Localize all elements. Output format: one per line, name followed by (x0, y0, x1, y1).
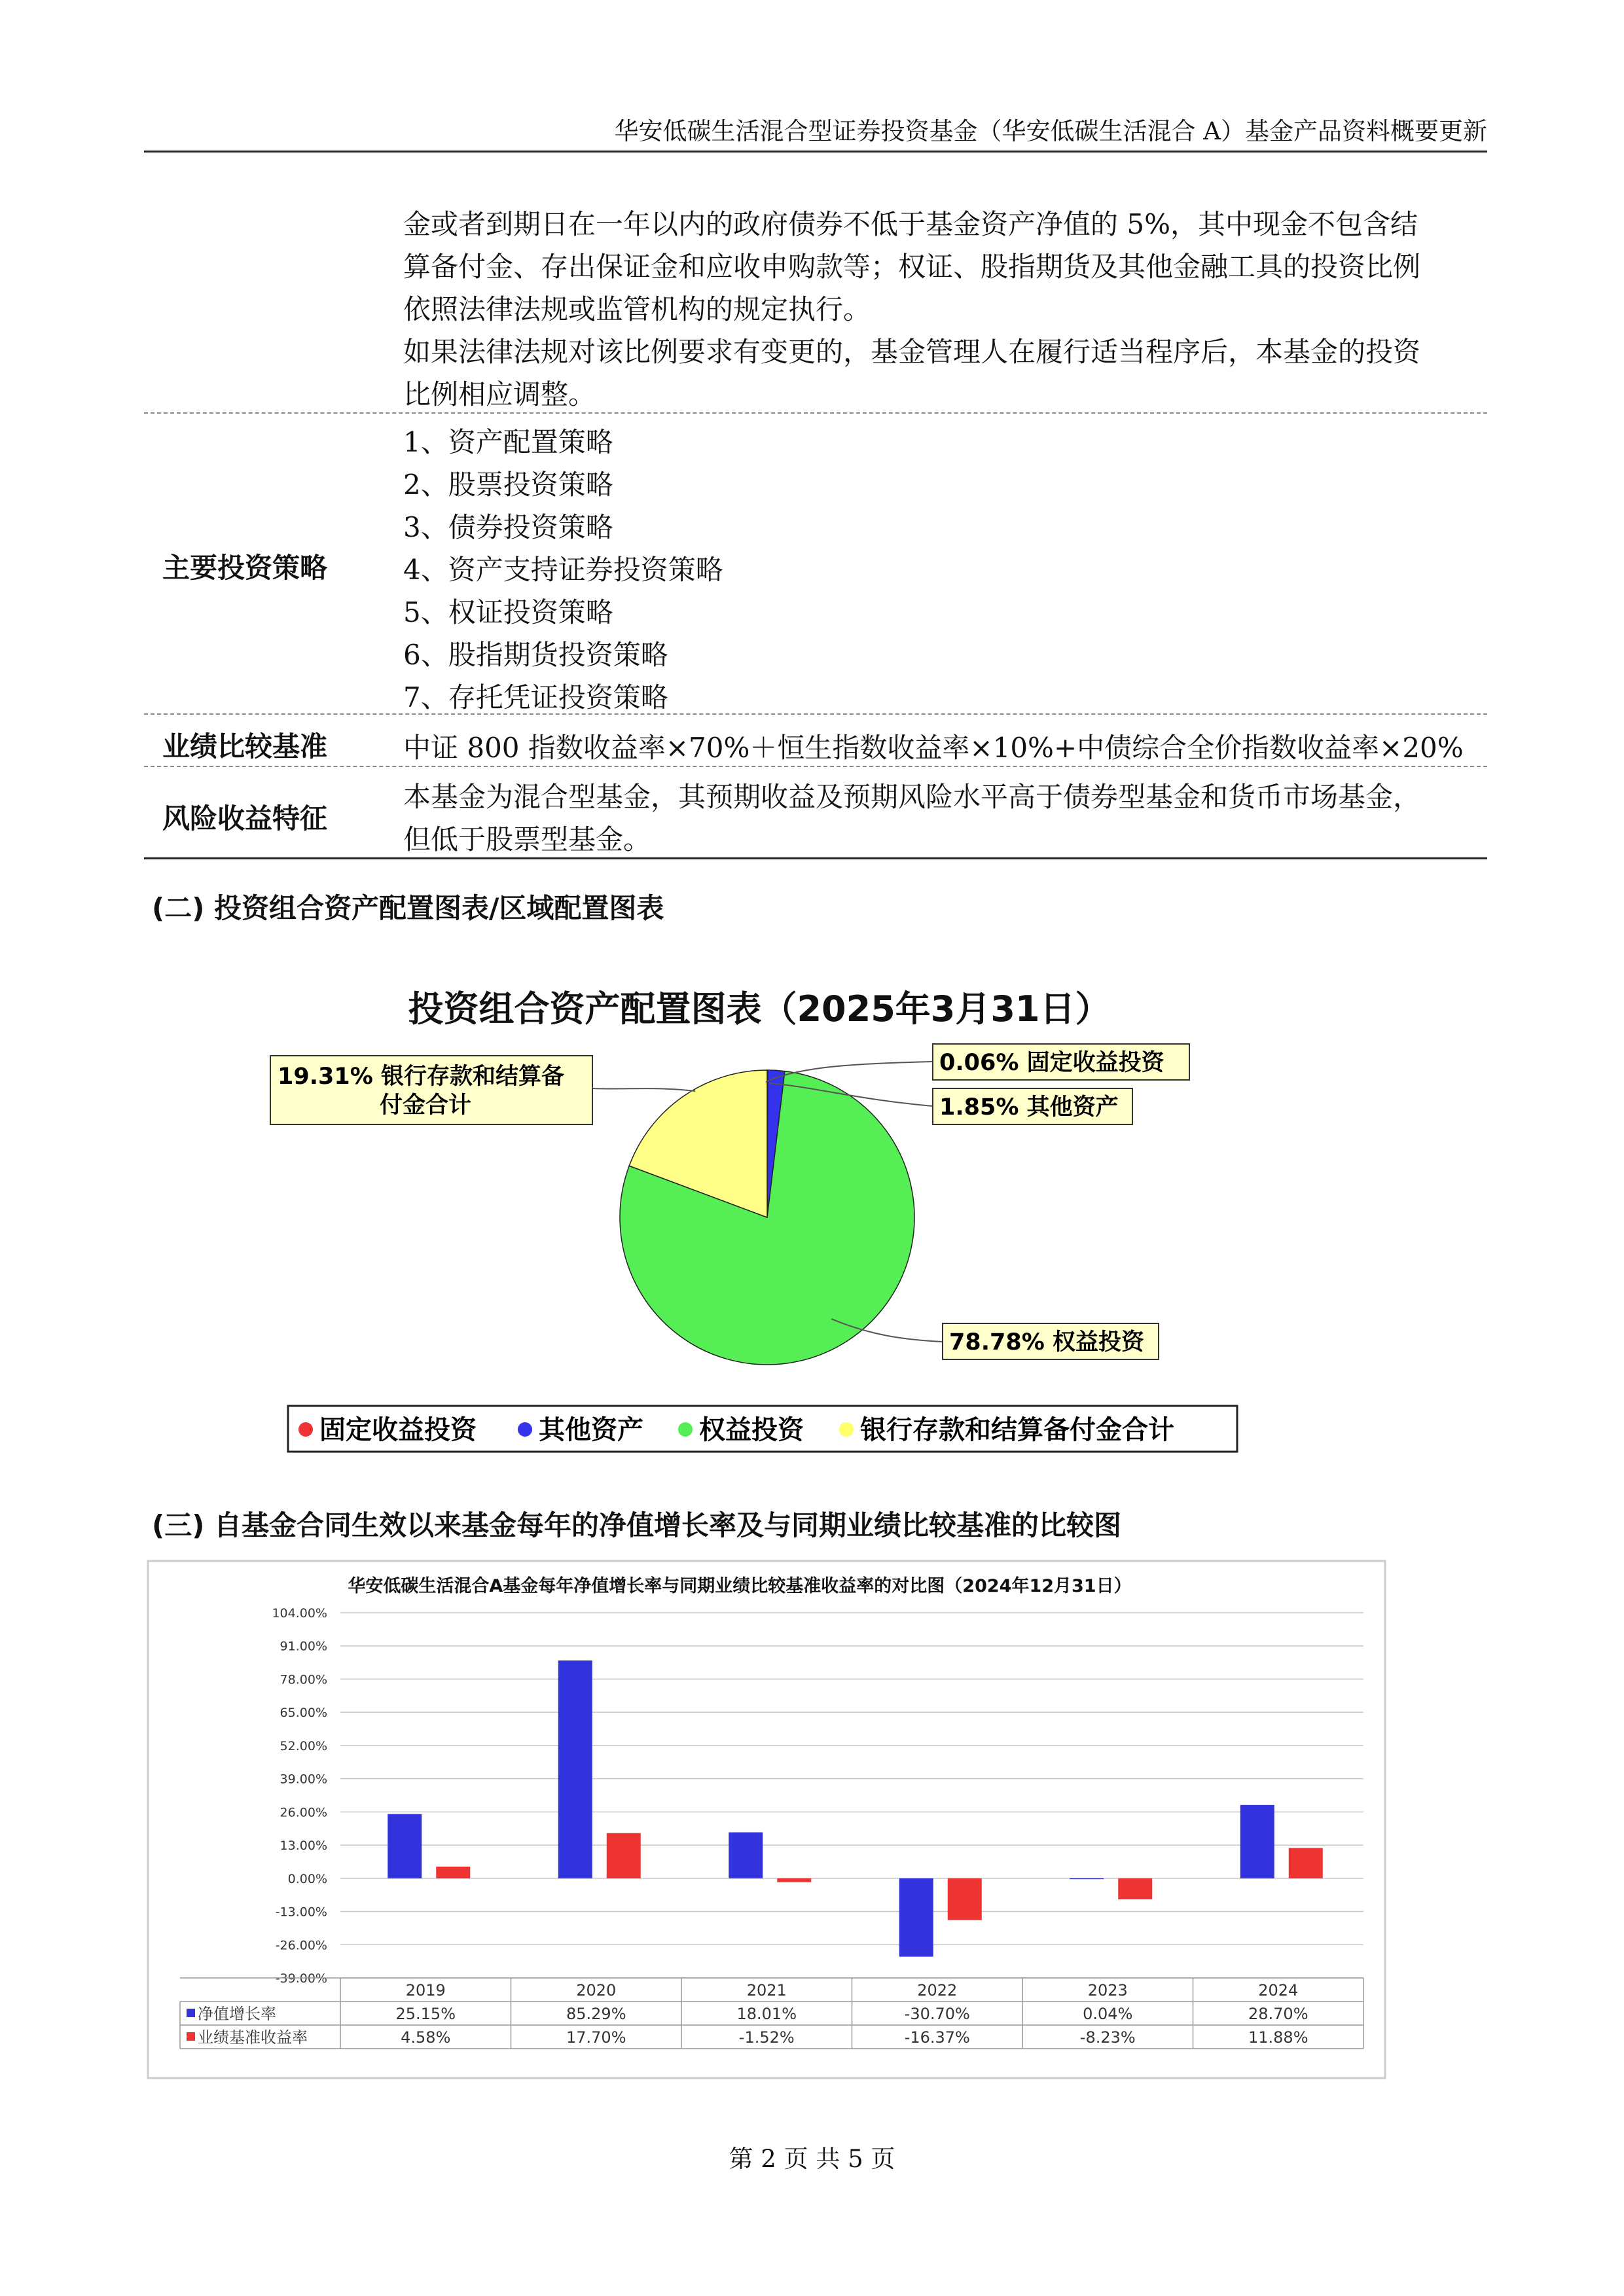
bar-nav (899, 1878, 933, 1957)
bar-nav (729, 1833, 763, 1878)
x-category-label: 2021 (746, 1981, 787, 2000)
bar-benchmark (948, 1878, 982, 1920)
data-value-label: -1.52% (738, 2028, 795, 2047)
bar-nav (558, 1660, 592, 1878)
bar-chart-frame (148, 1561, 1385, 2078)
x-category-label: 2023 (1087, 1981, 1128, 2000)
y-tick-label: -26.00% (275, 1938, 327, 1953)
data-value-label: 11.88% (1248, 2028, 1308, 2047)
bar-nav (1240, 1805, 1274, 1878)
data-value-label: 25.15% (395, 2005, 456, 2023)
x-category-label: 2024 (1258, 1981, 1299, 2000)
strategy-item: 5、权证投资策略 (403, 596, 613, 628)
pie-label-fixed: 0.06% 固定收益投资 (939, 1050, 1164, 1076)
benchmark-value: 中证 800 指数收益率×70%＋恒生指数收益率×10%+中债综合全价指数收益率×20% (403, 732, 1464, 764)
data-value-label: 18.01% (736, 2005, 797, 2023)
benchmark-label: 业绩比较基准 (162, 730, 328, 762)
y-tick-label: 52.00% (280, 1738, 327, 1753)
data-value-label: -8.23% (1079, 2028, 1136, 2047)
range-line-4: 如果法律法规对该比例要求有变更的，基金管理人在履行适当程序后，本基金的投资 (403, 336, 1421, 368)
data-value-label: 4.58% (401, 2028, 451, 2047)
y-tick-label: 91.00% (280, 1639, 327, 1654)
strategy-item: 6、股指期货投资策略 (403, 639, 668, 671)
y-tick-label: 13.00% (280, 1839, 327, 1854)
data-value-label: -30.70% (904, 2005, 970, 2023)
y-tick-label: 78.00% (280, 1672, 327, 1687)
y-tick-label: 65.00% (280, 1706, 327, 1721)
data-value-label: 0.04% (1083, 2005, 1133, 2023)
strategy-item: 2、股票投资策略 (403, 469, 613, 501)
bar-benchmark (436, 1867, 470, 1878)
y-tick-label: -39.00% (275, 1971, 327, 1986)
strategy-label: 主要投资策略 (162, 552, 328, 584)
range-line-2: 算备付金、存出保证金和应收申购款等；权证、股指期货及其他金融工具的投资比例 (403, 251, 1421, 283)
strategy-item: 4、资产支持证券投资策略 (403, 554, 723, 586)
bar-chart-title: 华安低碳生活混合A基金每年净值增长率与同期业绩比较基准收益率的对比图（2024年12月31日） (348, 1576, 1132, 1596)
y-tick-label: -13.00% (275, 1905, 327, 1920)
legend-equity: 权益投资 (699, 1415, 804, 1445)
section-2-title: (二) 投资组合资产配置图表/区域配置图表 (152, 892, 664, 924)
pie-label-equity: 78.78% 权益投资 (949, 1329, 1144, 1355)
bar-nav (1070, 1878, 1104, 1880)
range-line-1: 金或者到期日在一年以内的政府债券不低于基金资产净值的 5%，其中现金不包含结 (403, 208, 1418, 240)
strategy-item: 1、资产配置策略 (403, 426, 613, 458)
risk-label: 风险收益特征 (162, 802, 328, 834)
strategy-item: 3、债券投资策略 (403, 511, 613, 543)
series-swatch (187, 2009, 195, 2017)
range-line-5: 比例相应调整。 (403, 378, 596, 410)
strategy-item: 7、存托凭证投资策略 (403, 681, 668, 713)
section-3-title: (三) 自基金合同生效以来基金每年的净值增长率及与同期业绩比较基准的比较图 (152, 1509, 1122, 1541)
data-value-label: 28.70% (1248, 2005, 1308, 2023)
y-tick-label: 26.00% (280, 1805, 327, 1820)
pie-label-bank-2: 付金合计 (380, 1092, 472, 1119)
pie-label-other: 1.85% 其他资产 (939, 1094, 1119, 1121)
series-name: 业绩基准收益率 (198, 2028, 308, 2047)
range-line-3: 依照法律法规或监管机构的规定执行。 (403, 293, 871, 325)
bar-benchmark (1118, 1878, 1152, 1899)
x-category-label: 2022 (917, 1981, 958, 2000)
risk-line-1: 本基金为混合型基金，其预期收益及预期风险水平高于债券型基金和货币市场基金， (403, 781, 1421, 813)
legend-bank: 银行存款和结算备付金合计 (860, 1415, 1174, 1445)
data-value-label: 85.29% (566, 2005, 626, 2023)
y-tick-label: 39.00% (280, 1772, 327, 1787)
series-swatch (187, 2032, 195, 2041)
document-header: 华安低碳生活混合型证券投资基金（华安低碳生活混合 A）基金产品资料概要更新 (614, 117, 1487, 145)
risk-line-2: 但低于股票型基金。 (403, 823, 651, 855)
y-tick-label: 0.00% (287, 1871, 327, 1886)
bar-benchmark (607, 1833, 641, 1878)
x-category-label: 2019 (405, 1981, 446, 2000)
bar-benchmark (1289, 1848, 1323, 1878)
legend-other: 其他资产 (539, 1415, 643, 1445)
series-name: 净值增长率 (198, 2005, 276, 2023)
data-value-label: -16.37% (904, 2028, 970, 2047)
pie-label-bank-1: 19.31% 银行存款和结算备 (278, 1064, 564, 1090)
data-value-label: 17.70% (566, 2028, 626, 2047)
legend-fixed: 固定收益投资 (319, 1415, 477, 1445)
x-category-label: 2020 (576, 1981, 617, 2000)
bar-benchmark (777, 1878, 811, 1882)
page-footer: 第 2 页 共 5 页 (729, 2145, 895, 2173)
pie-chart-title: 投资组合资产配置图表（2025年3月31日） (408, 988, 1111, 1030)
y-tick-label: 104.00% (272, 1606, 327, 1621)
bar-nav (388, 1814, 422, 1878)
